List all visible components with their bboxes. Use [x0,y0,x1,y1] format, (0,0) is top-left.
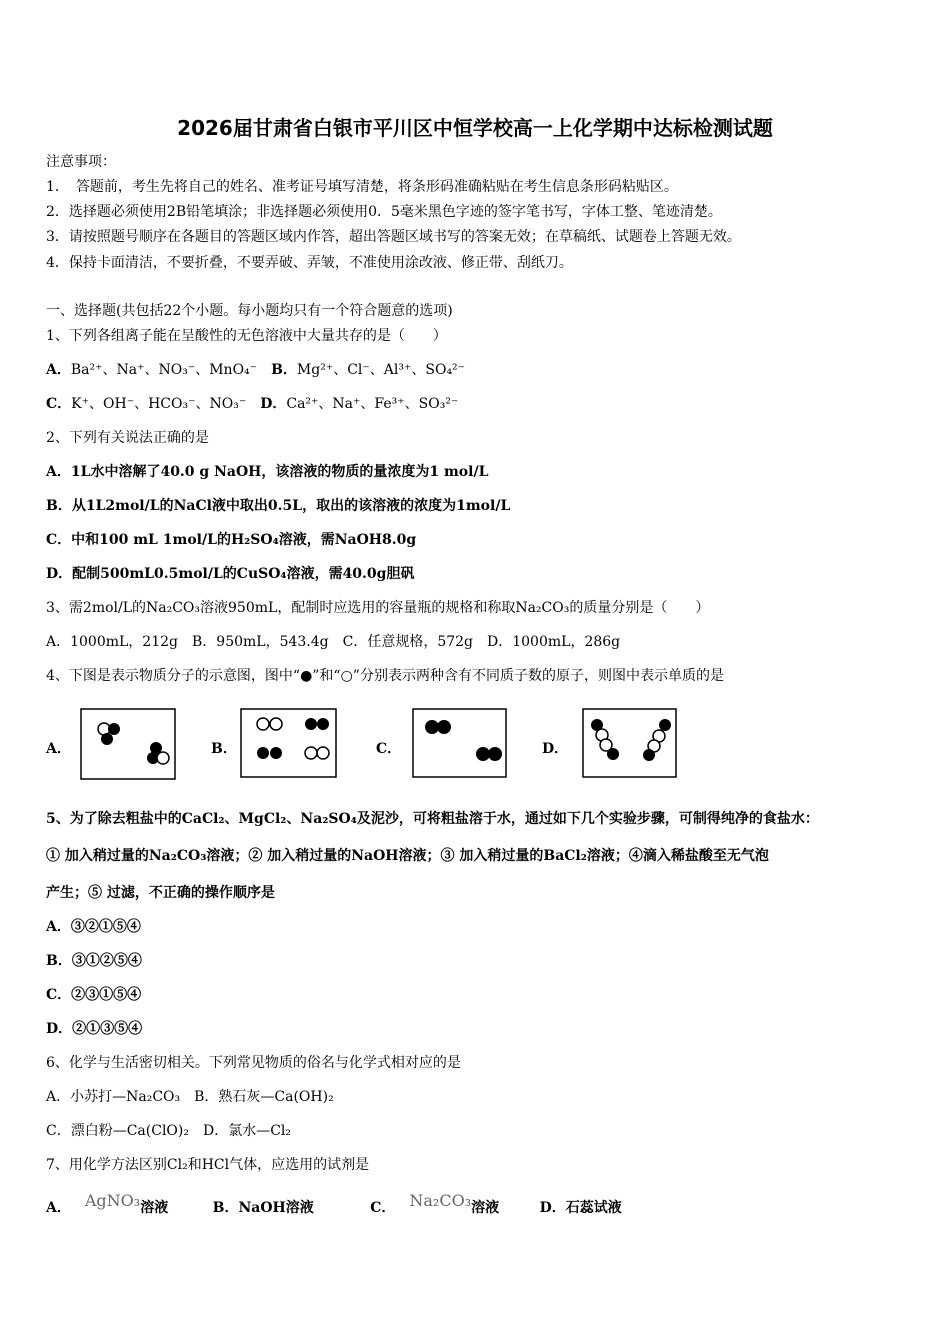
q6-options-ab: A．小苏打—Na₂CO₃ B．熟石灰—Ca(OH)₂ [46,1089,334,1105]
q5-option-a: A．③②①⑤④ [46,919,141,935]
q7-options [46,1188,622,1221]
q7-c-suffix: 溶液 [471,1200,500,1216]
q1-a-label: A． [46,362,71,378]
q2-option-b: B．从1L2mol/L的NaCl液中取出0.5L，取出的该溶液的浓度为1mol/L [46,498,511,514]
q7-c-formula: Na₂CO₃ [409,1191,472,1210]
q1-c-label: C． [46,396,72,412]
q2-stem: 2、下列有关说法正确的是 [46,430,209,446]
q7-a-suffix: 溶液 [140,1200,169,1216]
q4-figures [46,708,906,780]
q2-option-a: A．1L水中溶解了40.0 g NaOH，该溶液的物质的量浓度为1 mol/L [46,464,489,480]
molecule-diagram-a [76,708,176,780]
q2-option-d: D．配制500mL0.5mol/L的CuSO₄溶液，需40.0g胆矾 [46,566,415,582]
notice-item-3: 3．请按照题号顺序在各题目的答题区域内作答，超出答题区域书写的答案无效；在草稿纸、试题卷上答题无效。 [46,229,741,245]
q4-label-d: D． [542,741,569,757]
q1-stem: 1、下列各组离子能在呈酸性的无色溶液中大量共存的是（ ） [46,328,447,344]
q1-d-label: D． [260,396,287,412]
q1-b-label: B． [271,362,297,378]
q7-a-label: A． [46,1200,71,1216]
q1-a-text: Ba²⁺、Na⁺、NO₃⁻、MnO₄⁻ [70,362,258,378]
page-title: 2026届甘肃省白银市平川区中恒学校高一上化学期中达标检测试题 [177,116,773,140]
q4-label-a: A． [46,741,71,757]
molecule-diagram-d [582,708,678,780]
q6-stem: 6、化学与生活密切相关。下列常见物质的俗名与化学式相对应的是 [46,1055,461,1071]
q2-option-c: C．中和100 mL 1mol/L的H₂SO₄溶液，需NaOH8.0g [46,532,417,548]
q1-options-ab [46,361,465,379]
notice-heading: 注意事项： [46,154,116,170]
notice-item-1: 1． 答题前，考生先将自己的姓名、准考证号填写清楚，将条形码准确粘贴在考生信息条形码粘贴区。 [46,179,678,195]
q4-label-c: C． [376,741,402,757]
q4-label-b: B． [211,741,237,757]
q5-option-d: D．②①③⑤④ [46,1021,143,1037]
q1-b-text: Mg²⁺、Cl⁻、Al³⁺、SO₄²⁻ [296,362,466,378]
q5-option-c: C．②③①⑤④ [46,987,142,1003]
q3-options: A．1000mL，212g B．950mL，543.4g C．任意规格，572g D．1000mL，286g [46,634,621,650]
q7-stem: 7、用化学方法区别Cl₂和HCl气体，应选用的试剂是 [46,1157,370,1173]
notice-item-4: 4．保持卡面清洁，不要折叠，不要弄破、弄皱，不准使用涂改液、修正带、刮纸刀。 [46,255,573,271]
q5-stem-line2: ① 加入稍过量的Na₂CO₃溶液；② 加入稍过量的NaOH溶液；③ 加入稍过量的BaCl₂溶液；④滴入稀盐酸至无气泡 [46,848,769,864]
molecule-diagram-c [412,708,508,780]
q5-stem-line3: 产生；⑤ 过滤，不正确的操作顺序是 [46,885,275,901]
q7-c-label: C． [370,1200,396,1216]
q7-a-formula: AgNO₃ [84,1191,141,1210]
q5-option-b: B．③①②⑤④ [46,953,142,969]
molecule-diagram-b [240,708,338,780]
q6-options-cd: C．漂白粉—Ca(ClO)₂ D．氯水—Cl₂ [46,1123,291,1139]
q3-stem: 3、需2mol/L的Na₂CO₃溶液950mL，配制时应选用的容量瓶的规格和称取Na₂CO₃的质量分别是（ ） [46,600,710,616]
section-heading: 一、选择题(共包括22个小题。每小题均只有一个符合题意的选项) [46,303,453,319]
q4-stem: 4、下图是表示物质分子的示意图，图中“●”和“○”分别表示两种含有不同质子数的原子，则图中表示单质的是 [46,668,724,684]
q7-option-b: B．NaOH溶液 [212,1200,314,1216]
q1-options-cd [46,395,458,413]
q5-stem-line1: 5、为了除去粗盐中的CaCl₂、MgCl₂、Na₂SO₄及泥沙，可将粗盐溶于水，通过如下几个实验步骤，可制得纯净的食盐水： [46,811,819,827]
q1-d-text: Ca²⁺、Na⁺、Fe³⁺、SO₃²⁻ [286,396,459,412]
q7-option-d: D．石蕊试液 [539,1200,622,1216]
q1-c-text: K⁺、OH⁻、HCO₃⁻、NO₃⁻ [71,396,247,412]
notice-item-2: 2．选择题必须使用2B铅笔填涂；非选择题必须使用0．5毫米黑色字迹的签字笔书写，字体工整、笔迹清楚。 [46,204,722,220]
